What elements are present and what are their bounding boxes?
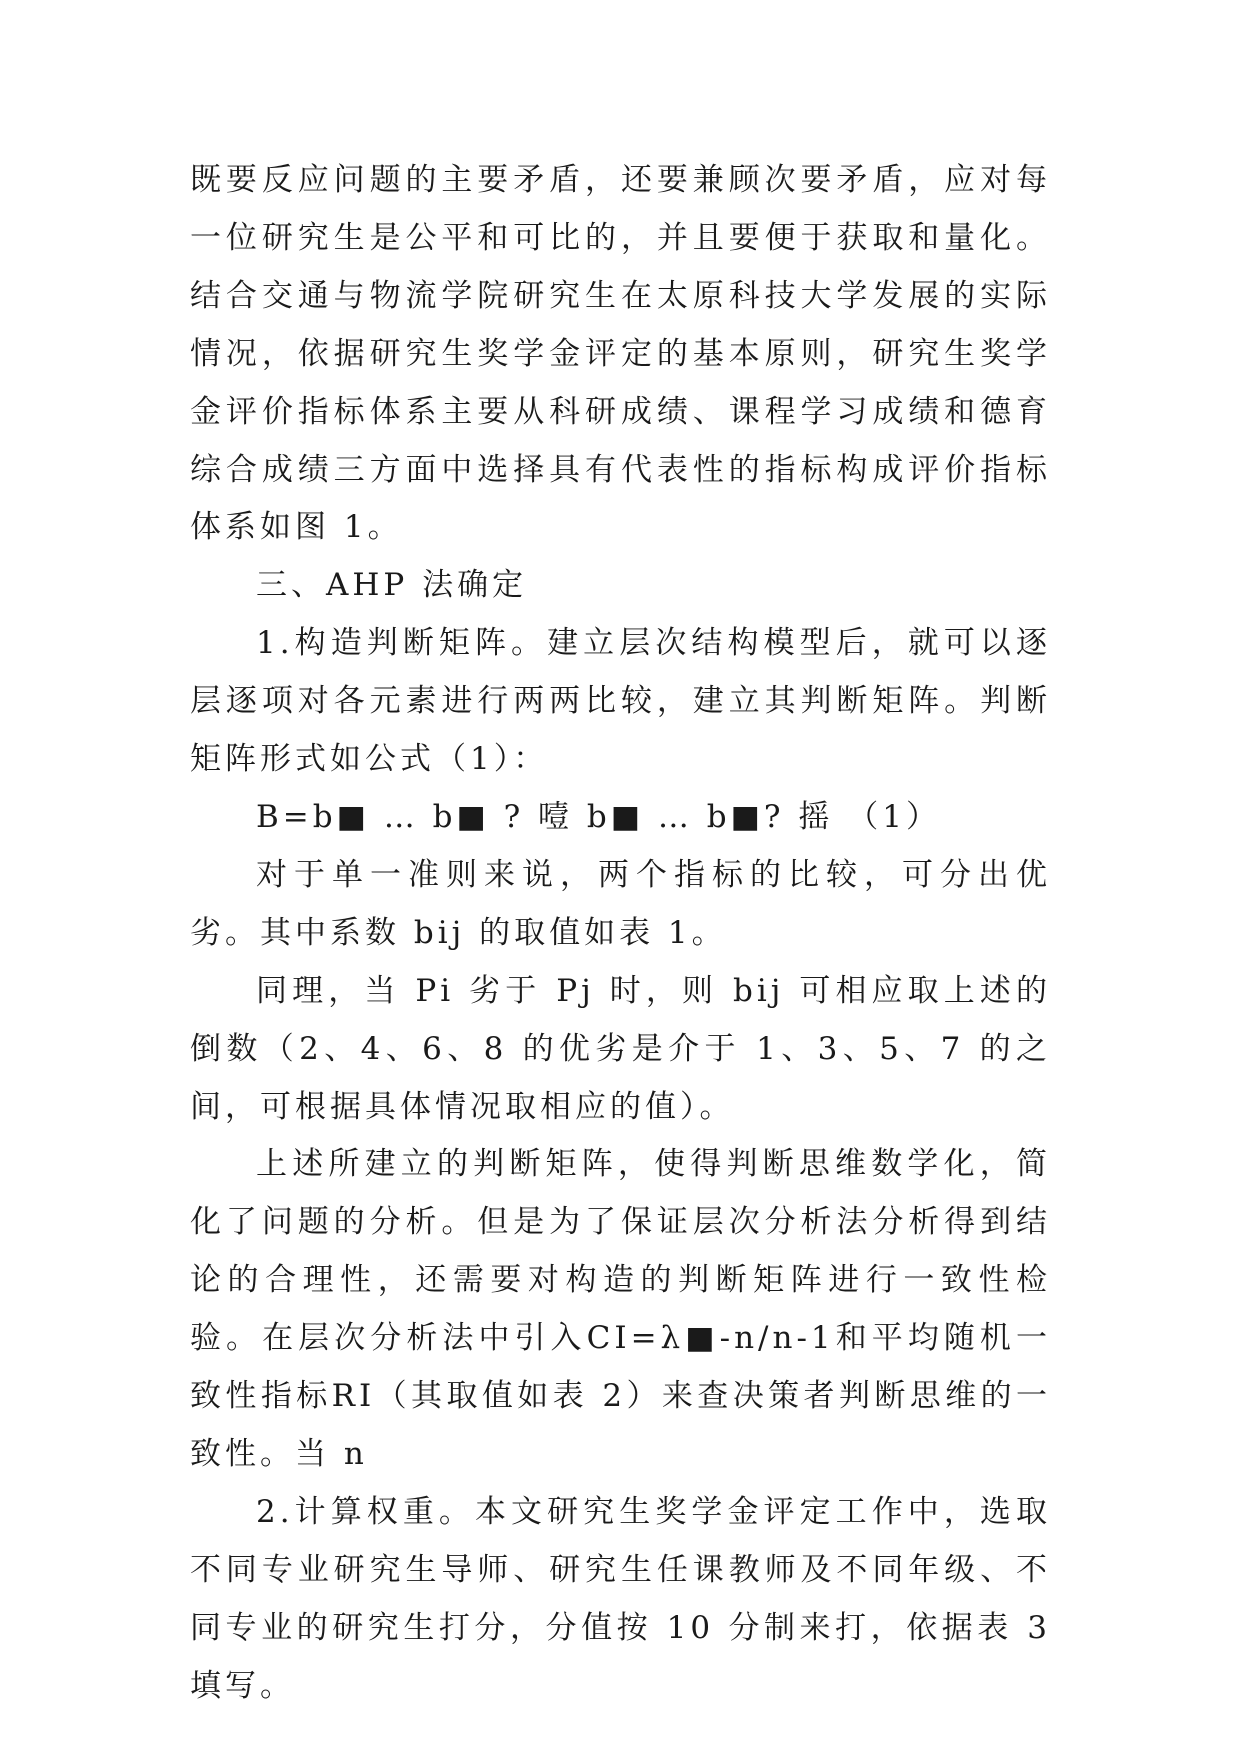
paragraph-consistency: 上述所建立的判断矩阵，使得判断思维数学化，简化了问题的分析。但是为了保证层次分析法分析得到结论的合理性，还需要对构造的判断矩阵进行一致性检验。在层次分析法中引入CI=λ■-n/n-1和平均随机一致性指标RI（其取值如表 2）来查决策者判断思维的一致性。当 n <box>190 1146 1051 1472</box>
paragraph-single-criterion: 对于单一准则来说，两个指标的比较，可分出优劣。其中系数 bij 的取值如表 1。 <box>190 856 1051 951</box>
paragraph-compute-weights: 2.计算权重。本文研究生奖学金评定工作中，选取不同专业研究生导师、研究生任课教师及不同年级、不同专业的研究生打分，分值按 10 分制来打，依据表 3 填写。 <box>190 1493 1051 1704</box>
formula-line: B=b■ … b■ ? 噎 b■ … b■? 摇 （1） <box>256 798 941 835</box>
document-body <box>190 152 1051 1715</box>
paragraph-reciprocal: 同理，当 Pi 劣于 Pj 时，则 bij 可相应取上述的倒数（2、4、6、8 的优劣是介于 1、3、5、7 的之间，可根据具体情况取相应的值）。 <box>190 972 1051 1125</box>
section-heading-ahp: 三、AHP 法确定 <box>256 567 528 604</box>
paragraph-intro: 既要反应问题的主要矛盾，还要兼顾次要矛盾，应对每一位研究生是公平和可比的，并且要便于获取和量化。结合交通与物流学院研究生在太原科技大学发展的实际情况，依据研究生奖学金评定的基本原则，研究生奖学金评价指标体系主要从科研成绩、课程学习成绩和德育综合成绩三方面中选择具有代表性的指标构成评价指标体系如图 1。 <box>190 162 1051 546</box>
paragraph-construct-matrix: 1.构造判断矩阵。建立层次结构模型后，就可以逐层逐项对各元素进行两两比较，建立其判断矩阵。判断矩阵形式如公式（1）： <box>190 625 1051 778</box>
